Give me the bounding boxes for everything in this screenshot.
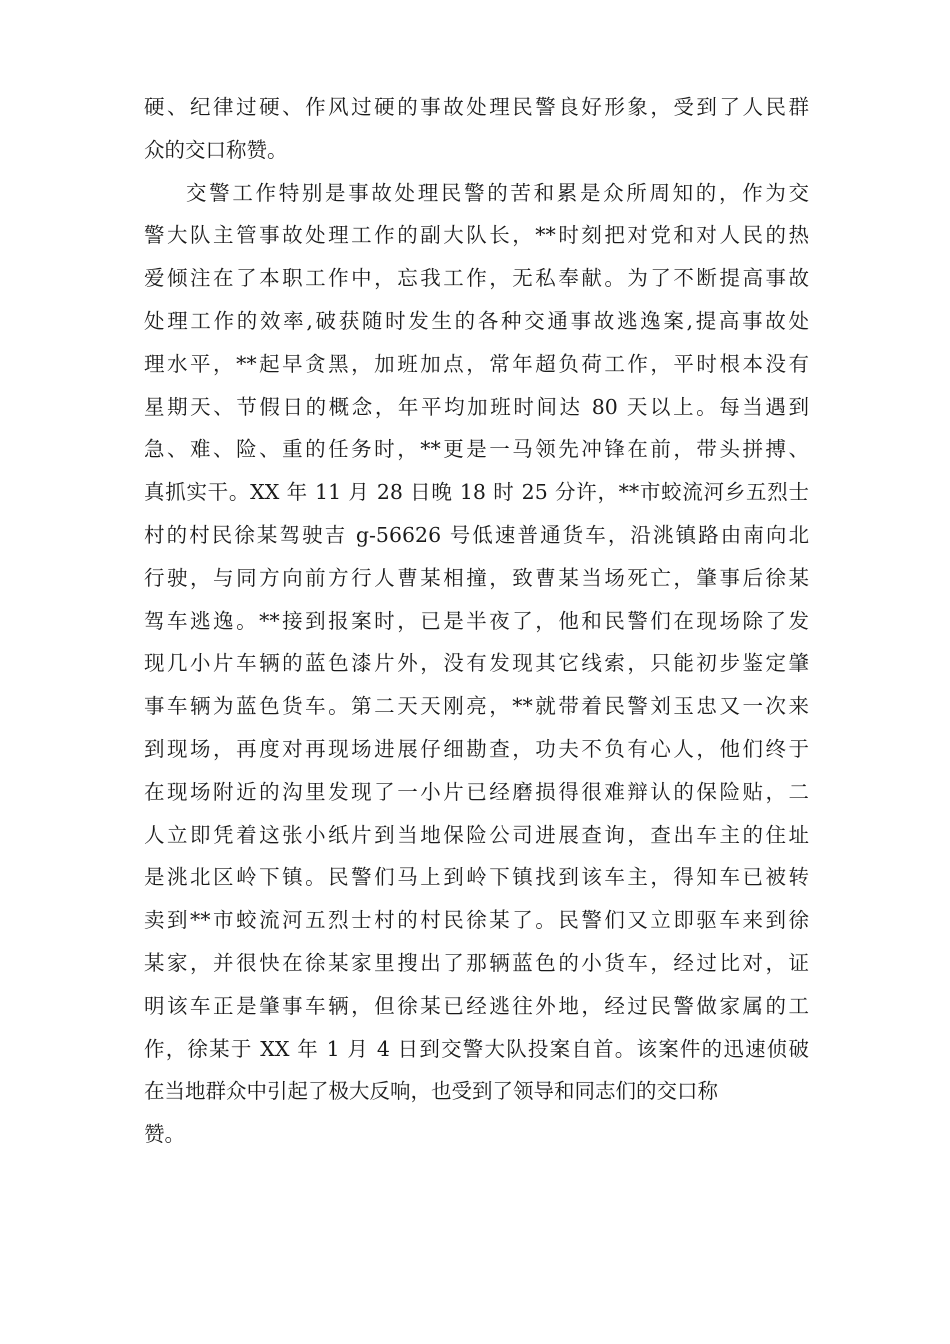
text-line-12: 行驶，与同方向前方行人曹某相撞，致曹某当场死亡，肇事后徐某 [144, 565, 809, 590]
text-line-16: 到现场，再度对再现场进展仔细勘查，功夫不负有心人，他们终于 [144, 736, 809, 761]
text-line-2: 众的交口称赞。 [144, 137, 288, 162]
text-line-20: 卖到**市蛟流河五烈士村的村民徐某了。民警们又立即驱车来到徐 [144, 908, 809, 933]
text-line-4: 警大队主管事故处理工作的副大队长，**时刻把对党和对人民的热 [144, 223, 809, 248]
text-line-9: 急、难、险、重的任务时，**更是一马领先冲锋在前，带头拼搏、 [144, 437, 809, 462]
text-line-8: 星期天、节假日的概念，年平均加班时间达 80 天以上。每当遇到 [144, 394, 809, 419]
text-line-17: 在现场附近的沟里发现了一小片已经磨损得很难辩认的保险贴，二 [144, 779, 809, 804]
text-line-14: 现几小片车辆的蓝色漆片外，没有发现其它线索，只能初步鉴定肇 [144, 651, 809, 676]
text-line-22: 明该车正是肇事车辆，但徐某已经逃往外地，经过民警做家属的工 [144, 993, 809, 1018]
text-line-24: 在当地群众中引起了极大反响，也受到了领导和同志们的交口称 [144, 1079, 718, 1104]
text-line-7: 理水平，**起早贪黑，加班加点，常年超负荷工作，平时根本没有 [144, 351, 809, 376]
text-line-25: 赞。 [144, 1122, 185, 1147]
text-line-21: 某家，并很快在徐某家里搜出了那辆蓝色的小货车，经过比对，证 [144, 950, 809, 975]
text-line-3: 交警工作特别是事故处理民警的苦和累是众所周知的，作为交 [186, 180, 809, 205]
text-line-23: 作，徐某于 XX 年 1 月 4 日到交警大队投案自首。该案件的迅速侦破 [144, 1036, 809, 1061]
text-line-10: 真抓实干。XX 年 11 月 28 日晚 18 时 25 分许，**市蛟流河乡五烈士 [144, 480, 809, 505]
text-line-11: 村的村民徐某驾驶吉 g-56626 号低速普通货车，沿洮镇路由南向北 [144, 522, 809, 547]
text-line-1: 硬、纪律过硬、作风过硬的事故处理民警良好形象，受到了人民群 [144, 95, 809, 119]
text-line-13: 驾车逃逸。**接到报案时，已是半夜了，他和民警们在现场除了发 [144, 608, 809, 633]
text-line-18: 人立即凭着这张小纸片到当地保险公司进展查询，查出车主的住址 [144, 822, 809, 847]
body-text [144, 86, 809, 1156]
text-line-6: 处理工作的效率,破获随时发生的各种交通事故逃逸案,提高事故处 [144, 308, 809, 333]
text-line-19: 是洮北区岭下镇。民警们马上到岭下镇找到该车主，得知车已被转 [144, 865, 809, 890]
text-line-5: 爱倾注在了本职工作中，忘我工作，无私奉献。为了不断提高事故 [144, 266, 809, 291]
text-line-15: 事车辆为蓝色货车。第二天天刚亮，**就带着民警刘玉忠又一次来 [144, 694, 809, 719]
